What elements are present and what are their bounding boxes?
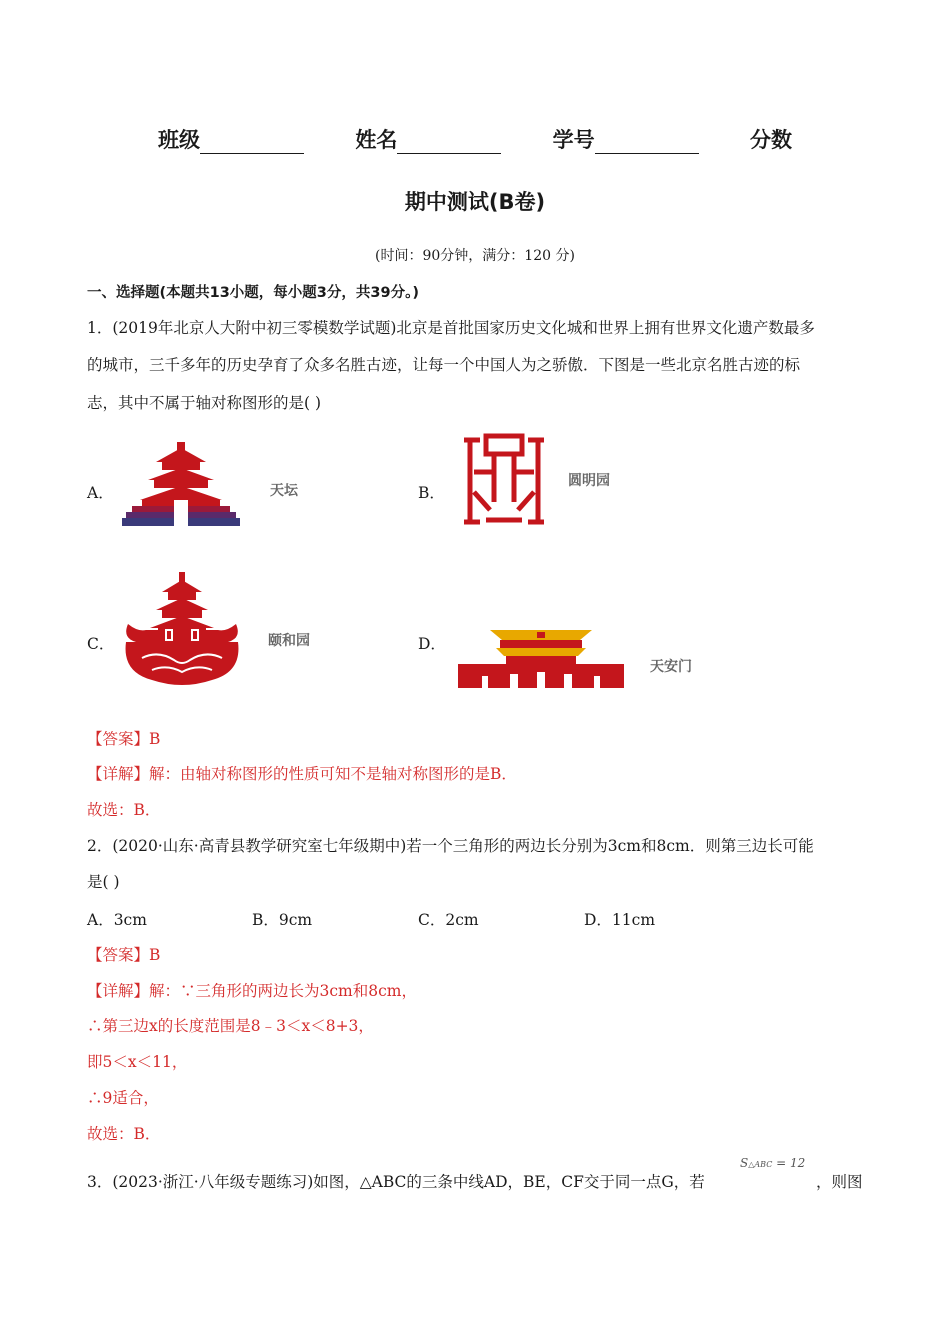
page-title: 期中测试(B卷): [404, 190, 546, 214]
q3-line-1-tail: ，则图: [816, 1173, 863, 1191]
tiananmen-logo: [458, 624, 624, 688]
option-d-caption: 天安门: [650, 659, 692, 675]
q1-choice: 故选：B．: [87, 801, 161, 819]
summer-palace-logo: [122, 572, 242, 688]
q1-line-2: 的城市，三千多年的历史孕育了众多名胜古迹，让每一个中国人为之骄傲．下图是一些北京名胜古迹的标: [87, 356, 801, 374]
q1-line-1: 1．(2019年北京人大附中初三零模数学试题)北京是首批国家历史文化城和世界上拥有世界文化遗产数最多: [87, 319, 815, 337]
option-b-caption: 圆明园: [568, 473, 610, 489]
area-formula: S△ABC = 12: [740, 1156, 806, 1170]
q2-line-2: 是( ): [87, 873, 120, 891]
score-field: 分数: [749, 128, 792, 152]
q2-step-3: ∴9适合，: [87, 1089, 159, 1107]
q1-line-3: 志，其中不属于轴对称图形的是( ): [87, 394, 322, 412]
q2-choice: 故选：B．: [87, 1125, 161, 1143]
option-a-caption: 天坛: [270, 483, 298, 499]
name-field: 姓名: [355, 124, 501, 154]
option-c-caption: 颐和园: [268, 633, 310, 649]
option-d-label: D．: [418, 635, 446, 653]
q2-option-a: A．3cm: [87, 911, 147, 929]
exam-info: (时间：90分钟，满分：120 分): [375, 248, 575, 264]
q2-option-d: D．11cm: [584, 911, 656, 929]
option-b-label: B．: [418, 484, 445, 502]
q2-option-c: C．2cm: [418, 911, 479, 929]
q1-answer: 【答案】B: [87, 730, 161, 748]
q2-line-1: 2．(2020·山东·高青县教学研究室七年级期中)若一个三角形的两边长分别为3cm和8cm．则第三边长可能: [87, 837, 814, 855]
q2-step-1: ∴第三边x的长度范围是8﹣3＜x＜8+3，: [87, 1017, 374, 1035]
student-id-field: 学号: [553, 124, 699, 154]
temple-of-heaven-logo: [122, 440, 240, 532]
header-fields: [0, 124, 950, 154]
q3-line-1: 3．(2023·浙江·八年级专题练习)如图，△ABC的三条中线AD，BE，CF交于同一点G，若: [87, 1173, 705, 1191]
q2-answer: 【答案】B: [87, 946, 161, 964]
q1-detail: 【详解】解：由轴对称图形的性质可知不是轴对称图形的是B．: [87, 765, 517, 783]
class-field: 班级: [158, 124, 304, 154]
option-a-label: A．: [87, 484, 114, 502]
q2-step-2: 即5＜x＜11，: [87, 1053, 188, 1071]
q2-detail: 【详解】解：∵三角形的两边长为3cm和8cm，: [87, 982, 417, 1000]
yuanmingyuan-logo: [460, 432, 548, 526]
option-c-label: C．: [87, 635, 115, 653]
section-heading: 一、选择题(本题共13小题，每小题3分，共39分。): [87, 285, 419, 301]
q2-option-b: B．9cm: [252, 911, 313, 929]
